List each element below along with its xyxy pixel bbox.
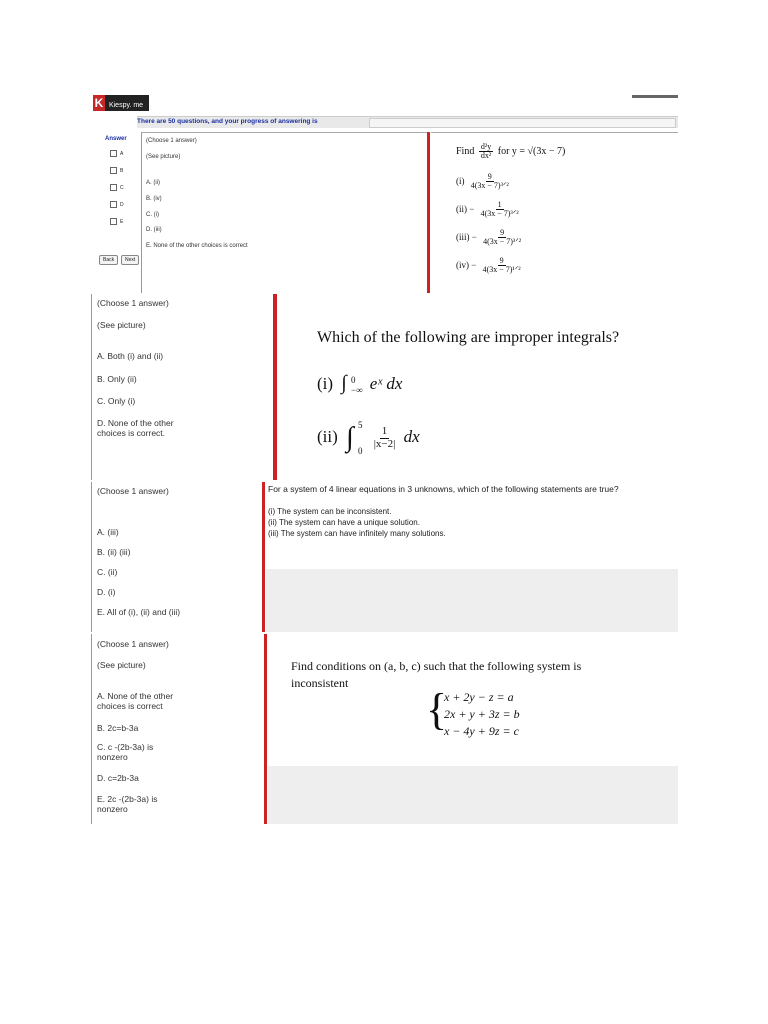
checkbox-label: B <box>120 167 124 174</box>
statement-iii: (iii) The system can have infinitely many solutions. <box>268 529 446 538</box>
choose-instruction: (Choose 1 answer) <box>97 298 169 308</box>
checkbox-icon[interactable] <box>110 167 117 174</box>
divider-red <box>273 294 277 480</box>
equation-1: x + 2y − z = a <box>444 690 514 704</box>
logo-k-icon: K <box>94 96 104 110</box>
integral-i <box>317 372 402 402</box>
integrand-num: 1 <box>381 424 388 437</box>
divider-red <box>262 482 265 632</box>
checkbox-icon[interactable] <box>110 150 117 157</box>
choice-label: (ii) <box>456 203 467 214</box>
choice-ii <box>456 201 523 219</box>
left-brace: { <box>426 685 448 734</box>
question-title: For a system of 4 linear equations in 3 unknowns, which of the following statements are true? <box>268 484 619 494</box>
option-a[interactable]: A. Both (i) and (ii) <box>97 351 164 361</box>
choice-fraction <box>469 173 511 191</box>
option-b[interactable]: B. Only (ii) <box>97 374 137 384</box>
option-a[interactable]: A. (ii) <box>146 180 160 186</box>
progress-meter <box>369 118 676 128</box>
quiz-panel-4 <box>91 634 678 824</box>
integral-limits <box>351 375 363 395</box>
answer-checkbox-c[interactable] <box>110 184 124 191</box>
checkbox-label: E <box>120 218 124 225</box>
option-d[interactable]: D. (i) <box>97 587 116 597</box>
integrand-dx: dx <box>403 426 420 446</box>
option-c[interactable]: C. c -(2b-3a) is nonzero <box>97 742 154 762</box>
choice-label: (i) <box>456 175 465 186</box>
question-find <box>456 143 565 161</box>
option-a[interactable]: A. None of the other choices is correct <box>97 691 174 711</box>
see-picture-note: (See picture) <box>97 320 146 330</box>
options-column <box>91 294 274 480</box>
integral-limits <box>358 412 363 464</box>
quiz-panel-3 <box>91 482 678 632</box>
option-c[interactable]: C. (i) <box>146 212 159 218</box>
statement-ii: (ii) The system can have a unique solution. <box>268 518 420 527</box>
choice-label: (iv) <box>456 259 469 270</box>
integral-label: (i) <box>317 374 334 393</box>
question-picture-2 <box>281 294 678 480</box>
integral-ii <box>317 412 420 456</box>
checkbox-icon[interactable] <box>110 218 117 225</box>
deriv-den: dx² <box>480 151 492 161</box>
answer-sidebar <box>91 130 141 293</box>
question-picture-3 <box>266 482 678 632</box>
statement-i: (i) The system can be inconsistent. <box>268 507 392 516</box>
choice-sign: − <box>469 203 475 214</box>
choice-i <box>456 173 513 191</box>
choice-iv <box>456 257 525 275</box>
see-picture-note: (See picture) <box>146 154 181 160</box>
progress-text: There are 50 questions, and your progress of answering is <box>137 118 318 125</box>
option-e[interactable]: E. All of (i), (ii) and (iii) <box>97 607 181 617</box>
checkbox-label: A <box>120 150 124 157</box>
question-title: Which of the following are improper integrals? <box>317 329 620 346</box>
checkbox-label: D <box>120 201 124 208</box>
answer-checkbox-e[interactable] <box>110 218 123 225</box>
upper-limit: 0 <box>351 375 356 386</box>
answer-checkbox-d[interactable] <box>110 201 124 208</box>
lower-limit: 0 <box>357 446 363 456</box>
choose-instruction: (Choose 1 answer) <box>146 138 197 144</box>
for-text: for y = √(3x − 7) <box>497 146 566 158</box>
option-d[interactable]: D. (iii) <box>146 227 162 233</box>
divider-red <box>427 132 430 293</box>
choice-num: 9 <box>487 172 492 181</box>
divider-red <box>264 634 267 824</box>
integral-label: (ii) <box>317 426 338 446</box>
derivative-fraction <box>479 143 493 161</box>
find-text: Find <box>456 146 475 158</box>
choice-den: 4(3x − 7)³ᐟ² <box>470 181 509 191</box>
choice-iii <box>456 229 525 247</box>
logo-text: Kiespy. me <box>108 102 144 109</box>
choice-num: 9 <box>499 256 504 265</box>
option-b[interactable]: B. (ii) (iii) <box>97 547 131 557</box>
choice-den: 4(3x − 7)¹ᐟ² <box>482 265 521 275</box>
options-column <box>91 634 264 824</box>
choice-num: 9 <box>500 228 505 237</box>
choice-fraction <box>481 229 523 247</box>
upper-limit: 5 <box>357 420 363 430</box>
options-column <box>141 132 428 293</box>
question-line-2: inconsistent <box>291 676 349 690</box>
deriv-num: d²y <box>480 142 492 151</box>
choice-fraction <box>481 257 523 275</box>
lower-limit: −∞ <box>351 385 363 396</box>
choice-label: (iii) <box>456 231 470 242</box>
option-c[interactable]: C. Only (i) <box>97 396 136 406</box>
progress-bar <box>137 116 678 128</box>
checkbox-icon[interactable] <box>110 184 117 191</box>
option-c[interactable]: C. (ii) <box>97 567 118 577</box>
integrand-den: |x−2| <box>373 437 396 450</box>
integrand: eˣ dx <box>369 374 403 393</box>
checkbox-label: C <box>120 184 124 191</box>
choice-den: 4(3x − 7)³ᐟ² <box>480 209 519 219</box>
choose-instruction: (Choose 1 answer) <box>97 639 169 649</box>
integrand-fraction <box>372 426 398 450</box>
equation-3: x − 4y + 9z = c <box>444 724 519 738</box>
choice-fraction <box>479 201 521 219</box>
option-e[interactable]: E. None of the other choices is correct <box>146 243 248 249</box>
option-b[interactable]: B. 2c=b-3a <box>97 723 139 733</box>
option-d[interactable]: D. c=2b-3a <box>97 773 139 783</box>
question-line-1: Find conditions on (a, b, c) such that the following system is <box>291 659 582 673</box>
question-picture-4 <box>268 634 678 824</box>
back-button[interactable]: Back <box>99 255 118 265</box>
choice-num: 1 <box>497 200 502 209</box>
header-bar <box>91 92 678 114</box>
logo <box>93 95 149 111</box>
see-picture-note: (See picture) <box>97 660 146 670</box>
empty-area <box>266 569 678 632</box>
checkbox-icon[interactable] <box>110 201 117 208</box>
next-button[interactable]: Next <box>121 255 139 265</box>
integral-sign: ∫ <box>341 372 347 394</box>
quiz-panel-1 <box>91 92 678 293</box>
integral-sign: ∫ <box>346 422 354 453</box>
option-a[interactable]: A. (iii) <box>97 527 119 537</box>
answer-checkbox-b[interactable] <box>110 167 123 174</box>
option-e[interactable]: E. 2c -(2b-3a) is nonzero <box>97 794 158 814</box>
choice-sign: − <box>471 259 477 270</box>
answer-checkbox-a[interactable] <box>110 150 123 157</box>
equation-2: 2x + y + 3z = b <box>444 707 520 721</box>
option-b[interactable]: B. (iv) <box>146 196 162 202</box>
top-scrollbar[interactable] <box>632 95 678 98</box>
options-column <box>91 482 262 632</box>
choice-den: 4(3x − 7)³ᐟ² <box>483 237 522 247</box>
choose-instruction: (Choose 1 answer) <box>97 486 169 496</box>
choice-sign: − <box>471 231 477 242</box>
answer-label: Answer <box>105 136 127 142</box>
quiz-panel-2 <box>91 294 678 480</box>
empty-area <box>268 766 678 824</box>
option-d[interactable]: D. None of the other choices is correct. <box>97 418 174 438</box>
question-picture-1 <box>431 132 678 293</box>
